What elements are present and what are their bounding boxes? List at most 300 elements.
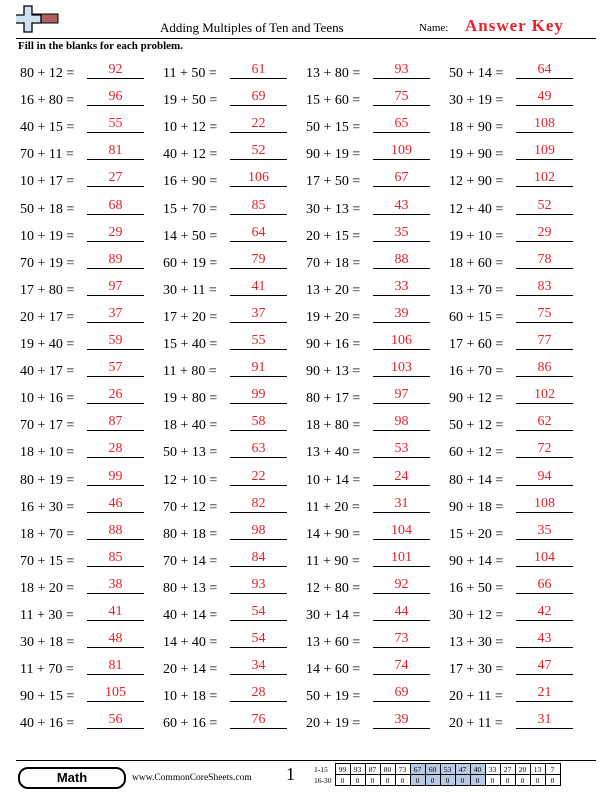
problem-expression: 19 + 80 =: [163, 391, 218, 407]
problem-expression: 16 + 70 =: [449, 364, 504, 380]
score-key-cell: 27: [500, 764, 515, 775]
answer-blank-line[interactable]: [516, 132, 573, 133]
problem-expression: 14 + 90 =: [306, 526, 361, 542]
answer-value: 92: [394, 576, 409, 592]
answer-value: 98: [394, 414, 409, 430]
problem-item: [20, 441, 160, 467]
problem-expression: 10 + 17 =: [20, 174, 75, 190]
answer-blank-line[interactable]: [373, 322, 430, 323]
answer-blank-line[interactable]: [373, 728, 430, 729]
problem-item: [449, 604, 589, 630]
answer-blank-line[interactable]: [230, 105, 287, 106]
answer-blank-line[interactable]: [87, 457, 144, 458]
problem-expression: 70 + 18 =: [306, 255, 361, 271]
problem-expression: 40 + 14 =: [163, 608, 218, 623]
problem-item: [20, 89, 160, 115]
score-key-cell: 47: [455, 764, 470, 775]
problem-expression: 90 + 12 =: [449, 391, 504, 407]
problem-item: [306, 170, 446, 196]
problem-expression: 12 + 10 =: [163, 472, 218, 488]
answer-blank-line[interactable]: [87, 539, 144, 540]
problem-expression: 70 + 11 =: [20, 147, 74, 163]
problem-expression: 30 + 18 =: [20, 635, 75, 651]
answer-blank-line[interactable]: [516, 214, 573, 215]
answer-value: 102: [534, 170, 555, 186]
answer-blank-line[interactable]: [373, 349, 430, 350]
problem-item: [449, 306, 589, 332]
problem-item: [449, 658, 589, 684]
answer-value: 72: [537, 441, 552, 457]
problem-item: [449, 62, 589, 88]
problem-expression: 17 + 80 =: [20, 282, 75, 298]
problem-expression: 50 + 19 =: [306, 689, 361, 705]
answer-blank-line[interactable]: [373, 268, 430, 269]
answer-value: 52: [251, 143, 266, 159]
answer-blank-line[interactable]: [516, 674, 573, 675]
answer-blank-line[interactable]: [373, 485, 430, 486]
problem-expression: 10 + 18 =: [163, 689, 218, 705]
worksheet-header: [0, 0, 612, 40]
answer-value: 86: [537, 360, 552, 376]
answer-value: 59: [108, 333, 123, 348]
problem-item: [306, 550, 446, 576]
answer-blank-line[interactable]: [230, 512, 287, 513]
problem-item: [449, 550, 589, 576]
answer-blank-line[interactable]: [230, 701, 287, 702]
answer-blank-line[interactable]: [373, 593, 430, 594]
problem-item: [306, 469, 446, 495]
answer-blank-line[interactable]: [87, 485, 144, 486]
problem-item: [306, 116, 446, 142]
answer-blank-line[interactable]: [516, 593, 573, 594]
problem-item: [306, 89, 446, 115]
answer-blank-line[interactable]: [230, 539, 287, 540]
answer-value: 109: [534, 143, 555, 159]
answer-value: 64: [537, 62, 552, 77]
answer-blank-line[interactable]: [230, 322, 287, 323]
answer-blank-line[interactable]: [230, 674, 287, 675]
problem-expression: 11 + 30 =: [20, 608, 74, 623]
score-key-cell: 0: [410, 775, 425, 786]
answer-value: 69: [251, 89, 266, 105]
answer-blank-line[interactable]: [373, 430, 430, 431]
answer-value: 41: [108, 604, 123, 619]
answer-blank-line[interactable]: [230, 566, 287, 567]
score-key-cell: 73: [395, 764, 410, 775]
problem-expression: 13 + 60 =: [306, 635, 361, 651]
answer-value: 64: [251, 224, 266, 240]
answer-blank-line[interactable]: [87, 214, 144, 215]
problem-item: [163, 577, 303, 603]
answer-blank-line[interactable]: [373, 457, 430, 458]
problem-item: [306, 62, 446, 88]
answer-value: 101: [391, 549, 412, 565]
answer-value: 81: [108, 658, 123, 674]
answer-blank-line[interactable]: [87, 376, 144, 377]
answer-blank-line[interactable]: [87, 349, 144, 350]
answer-blank-line[interactable]: [373, 647, 430, 648]
problem-item: [449, 198, 589, 224]
answer-blank-line[interactable]: [230, 403, 287, 404]
problem-item: [449, 523, 589, 549]
answer-blank-line[interactable]: [516, 728, 573, 729]
answer-value: 37: [108, 305, 123, 321]
answer-blank-line[interactable]: [373, 78, 430, 79]
answer-value: 83: [537, 278, 552, 294]
answer-blank-line[interactable]: [87, 593, 144, 594]
score-key-cell: 0: [365, 775, 380, 786]
answer-blank-line[interactable]: [230, 295, 287, 296]
answer-blank-line[interactable]: [230, 241, 287, 242]
score-key-cell: 20: [515, 764, 530, 775]
problem-expression: 70 + 17 =: [20, 418, 75, 434]
problem-item: [449, 225, 589, 251]
problem-item: [20, 225, 160, 251]
answer-blank-line[interactable]: [87, 78, 144, 79]
problem-item: [163, 252, 303, 278]
answer-value: 47: [537, 658, 552, 674]
answer-value: 21: [537, 685, 552, 701]
problem-item: [20, 387, 160, 413]
problem-expression: 10 + 12 =: [163, 120, 218, 136]
problem-expression: 60 + 16 =: [163, 716, 218, 732]
problem-item: [163, 631, 303, 657]
answer-blank-line[interactable]: [373, 674, 430, 675]
problem-item: [163, 225, 303, 251]
answer-blank-line[interactable]: [230, 376, 287, 377]
answer-blank-line[interactable]: [516, 268, 573, 269]
answer-value: 54: [251, 631, 266, 647]
score-key-cell: 80: [380, 764, 395, 775]
problem-item: [20, 550, 160, 576]
answer-blank-line[interactable]: [373, 295, 430, 296]
problem-expression: 11 + 50 =: [163, 66, 217, 81]
answer-blank-line[interactable]: [516, 241, 573, 242]
answer-blank-line[interactable]: [373, 376, 430, 377]
answer-blank-line[interactable]: [516, 512, 573, 513]
answer-value: 57: [108, 360, 123, 376]
problem-expression: 30 + 12 =: [449, 608, 504, 623]
answer-blank-line[interactable]: [373, 186, 430, 187]
answer-value: 22: [251, 116, 266, 132]
answer-value: 106: [391, 333, 412, 348]
answer-blank-line[interactable]: [516, 701, 573, 702]
answer-blank-line[interactable]: [230, 430, 287, 431]
problem-item: [306, 198, 446, 224]
problem-item: [306, 143, 446, 169]
answer-blank-line[interactable]: [230, 457, 287, 458]
answer-blank-line[interactable]: [87, 159, 144, 160]
problem-expression: 18 + 10 =: [20, 445, 75, 461]
answer-value: 99: [251, 387, 266, 403]
problem-expression: 12 + 90 =: [449, 174, 504, 190]
problem-expression: 30 + 14 =: [306, 608, 361, 623]
answer-blank-line[interactable]: [230, 132, 287, 133]
answer-blank-line[interactable]: [87, 132, 144, 133]
problem-item: [163, 279, 303, 305]
answer-blank-line[interactable]: [373, 132, 430, 133]
score-key-cell: 67: [410, 764, 425, 775]
problem-expression: 20 + 11 =: [449, 689, 503, 705]
answer-value: 39: [394, 712, 409, 728]
answer-value: 24: [394, 468, 409, 484]
answer-blank-line[interactable]: [87, 430, 144, 431]
problem-expression: 15 + 60 =: [306, 93, 361, 109]
answer-blank-line[interactable]: [516, 322, 573, 323]
answer-blank-line[interactable]: [87, 403, 144, 404]
answer-value: 43: [537, 631, 552, 647]
answer-blank-line[interactable]: [516, 485, 573, 486]
problem-item: [449, 496, 589, 522]
problem-item: [163, 550, 303, 576]
answer-value: 75: [394, 89, 409, 105]
answer-blank-line[interactable]: [230, 268, 287, 269]
problem-expression: 18 + 80 =: [306, 418, 361, 434]
problem-expression: 90 + 15 =: [20, 689, 75, 705]
answer-blank-line[interactable]: [516, 457, 573, 458]
answer-value: 44: [394, 604, 409, 619]
problem-expression: 11 + 90 =: [306, 553, 360, 569]
problem-item: [163, 360, 303, 386]
problem-item: [306, 252, 446, 278]
problem-expression: 60 + 12 =: [449, 445, 504, 461]
answer-value: 61: [251, 62, 266, 77]
answer-value: 27: [108, 170, 123, 186]
problem-item: [449, 441, 589, 467]
problem-item: [20, 577, 160, 603]
problem-expression: 20 + 17 =: [20, 309, 75, 325]
answer-value: 35: [394, 224, 409, 240]
answer-blank-line[interactable]: [230, 78, 287, 79]
answer-blank-line[interactable]: [87, 186, 144, 187]
problem-expression: 13 + 70 =: [449, 282, 504, 298]
problem-expression: 11 + 20 =: [306, 499, 360, 515]
problem-expression: 14 + 40 =: [163, 635, 218, 651]
answer-blank-line[interactable]: [87, 105, 144, 106]
score-key-cell: 0: [425, 775, 440, 786]
answer-value: 29: [537, 224, 552, 240]
problem-expression: 50 + 13 =: [163, 445, 218, 461]
problem-expression: 20 + 15 =: [306, 228, 361, 244]
problem-expression: 10 + 19 =: [20, 228, 75, 244]
problem-expression: 80 + 18 =: [163, 526, 218, 542]
answer-blank-line[interactable]: [230, 186, 287, 187]
answer-value: 39: [394, 305, 409, 321]
answer-blank-line[interactable]: [516, 647, 573, 648]
score-key-cell: 87: [365, 764, 380, 775]
answer-blank-line[interactable]: [373, 512, 430, 513]
answer-value: 53: [394, 441, 409, 457]
answer-blank-line[interactable]: [516, 105, 573, 106]
answer-blank-line[interactable]: [516, 539, 573, 540]
answer-blank-line[interactable]: [373, 159, 430, 160]
problem-item: [20, 279, 160, 305]
answer-blank-line[interactable]: [87, 566, 144, 567]
answer-value: 26: [108, 387, 123, 403]
answer-blank-line[interactable]: [516, 566, 573, 567]
problem-item: [163, 496, 303, 522]
answer-value: 49: [537, 89, 552, 105]
answer-blank-line[interactable]: [230, 485, 287, 486]
problem-item: [163, 604, 303, 630]
answer-value: 93: [394, 62, 409, 77]
answer-blank-line[interactable]: [87, 647, 144, 648]
answer-value: 84: [251, 549, 266, 565]
answer-value: 52: [537, 197, 552, 213]
answer-blank-line[interactable]: [230, 349, 287, 350]
problem-item: [163, 523, 303, 549]
problem-expression: 80 + 13 =: [163, 580, 218, 596]
score-key-row-label: 16-30: [314, 775, 332, 785]
answer-blank-line[interactable]: [87, 620, 144, 621]
problem-item: [306, 387, 446, 413]
answer-blank-line[interactable]: [516, 186, 573, 187]
answer-key-label: Answer Key: [465, 16, 564, 35]
problem-expression: 80 + 19 =: [20, 472, 75, 488]
answer-blank-line[interactable]: [516, 376, 573, 377]
problem-expression: 80 + 12 =: [20, 66, 75, 81]
answer-blank-line[interactable]: [516, 159, 573, 160]
answer-blank-line[interactable]: [516, 295, 573, 296]
problem-item: [306, 604, 446, 630]
answer-value: 35: [537, 522, 552, 538]
answer-value: 28: [108, 441, 123, 457]
answer-value: 88: [108, 522, 123, 538]
problem-expression: 20 + 19 =: [306, 716, 361, 732]
problem-item: [20, 604, 160, 630]
problem-expression: 10 + 16 =: [20, 391, 75, 407]
answer-value: 85: [251, 197, 266, 213]
problem-expression: 19 + 40 =: [20, 337, 75, 352]
answer-blank-line[interactable]: [373, 701, 430, 702]
problem-expression: 18 + 60 =: [449, 255, 504, 271]
answer-blank-line[interactable]: [373, 214, 430, 215]
answer-value: 76: [251, 712, 266, 728]
problem-item: [449, 712, 589, 738]
instructions: Fill in the blanks for each problem.: [18, 40, 183, 52]
answer-value: 93: [251, 576, 266, 592]
score-key-cell: 0: [530, 775, 545, 786]
problem-item: [449, 143, 589, 169]
answer-value: 67: [394, 170, 409, 186]
problem-expression: 10 + 14 =: [306, 472, 361, 488]
answer-blank-line[interactable]: [230, 620, 287, 621]
problem-expression: 13 + 40 =: [306, 445, 361, 461]
answer-value: 66: [537, 576, 552, 592]
answer-blank-line[interactable]: [516, 349, 573, 350]
answer-blank-line[interactable]: [87, 268, 144, 269]
answer-value: 73: [394, 631, 409, 647]
answer-value: 31: [537, 712, 552, 728]
answer-blank-line[interactable]: [230, 159, 287, 160]
answer-blank-line[interactable]: [87, 295, 144, 296]
problem-expression: 18 + 20 =: [20, 580, 75, 596]
answer-blank-line[interactable]: [373, 539, 430, 540]
answer-blank-line[interactable]: [516, 78, 573, 79]
answer-blank-line[interactable]: [516, 430, 573, 431]
score-key-cell: 0: [380, 775, 395, 786]
answer-blank-line[interactable]: [516, 620, 573, 621]
answer-value: 82: [251, 495, 266, 511]
problem-expression: 40 + 17 =: [20, 364, 75, 380]
score-key-cell: 7: [545, 764, 560, 775]
answer-blank-line[interactable]: [373, 620, 430, 621]
answer-value: 74: [394, 658, 409, 674]
answer-blank-line[interactable]: [230, 593, 287, 594]
answer-value: 99: [108, 468, 123, 484]
answer-blank-line[interactable]: [87, 241, 144, 242]
problem-item: [20, 143, 160, 169]
problem-item: [449, 170, 589, 196]
answer-blank-line[interactable]: [373, 566, 430, 567]
answer-blank-line[interactable]: [373, 241, 430, 242]
answer-value: 78: [537, 251, 552, 267]
answer-blank-line[interactable]: [373, 403, 430, 404]
answer-value: 103: [391, 360, 412, 376]
answer-blank-line[interactable]: [87, 701, 144, 702]
problem-expression: 15 + 40 =: [163, 337, 218, 352]
answer-value: 65: [394, 116, 409, 132]
answer-blank-line[interactable]: [87, 322, 144, 323]
problem-item: [20, 496, 160, 522]
answer-value: 97: [394, 387, 409, 403]
answer-blank-line[interactable]: [87, 512, 144, 513]
answer-blank-line[interactable]: [87, 674, 144, 675]
problem-item: [20, 198, 160, 224]
problem-item: [449, 387, 589, 413]
answer-value: 85: [108, 549, 123, 565]
answer-blank-line[interactable]: [516, 403, 573, 404]
answer-value: 56: [108, 712, 123, 728]
answer-blank-line[interactable]: [230, 214, 287, 215]
answer-value: 97: [108, 278, 123, 294]
answer-blank-line[interactable]: [230, 728, 287, 729]
answer-blank-line[interactable]: [230, 647, 287, 648]
answer-value: 102: [534, 387, 555, 403]
problem-item: [306, 577, 446, 603]
problem-item: [20, 414, 160, 440]
problem-item: [449, 685, 589, 711]
score-key-cell: 0: [350, 775, 365, 786]
answer-value: 91: [251, 360, 266, 376]
problem-item: [163, 306, 303, 332]
answer-value: 46: [108, 495, 123, 511]
problem-item: [163, 685, 303, 711]
problem-expression: 16 + 50 =: [449, 580, 504, 596]
answer-value: 75: [537, 305, 552, 321]
answer-value: 94: [537, 468, 552, 484]
answer-value: 41: [251, 278, 266, 294]
problem-expression: 13 + 80 =: [306, 66, 361, 81]
answer-value: 108: [534, 495, 555, 511]
problem-expression: 40 + 16 =: [20, 716, 75, 732]
score-key-cell: 33: [485, 764, 500, 775]
problem-item: [20, 469, 160, 495]
answer-blank-line[interactable]: [87, 728, 144, 729]
problem-item: [163, 89, 303, 115]
problem-expression: 40 + 15 =: [20, 120, 75, 136]
problem-expression: 70 + 12 =: [163, 499, 218, 515]
answer-value: 58: [251, 414, 266, 430]
answer-value: 77: [537, 333, 552, 348]
problem-item: [20, 116, 160, 142]
problem-item: [20, 658, 160, 684]
footer-divider: [16, 760, 596, 761]
answer-blank-line[interactable]: [373, 105, 430, 106]
problem-expression: 20 + 14 =: [163, 662, 218, 678]
answer-value: 28: [251, 685, 266, 701]
answer-value: 98: [251, 522, 266, 538]
